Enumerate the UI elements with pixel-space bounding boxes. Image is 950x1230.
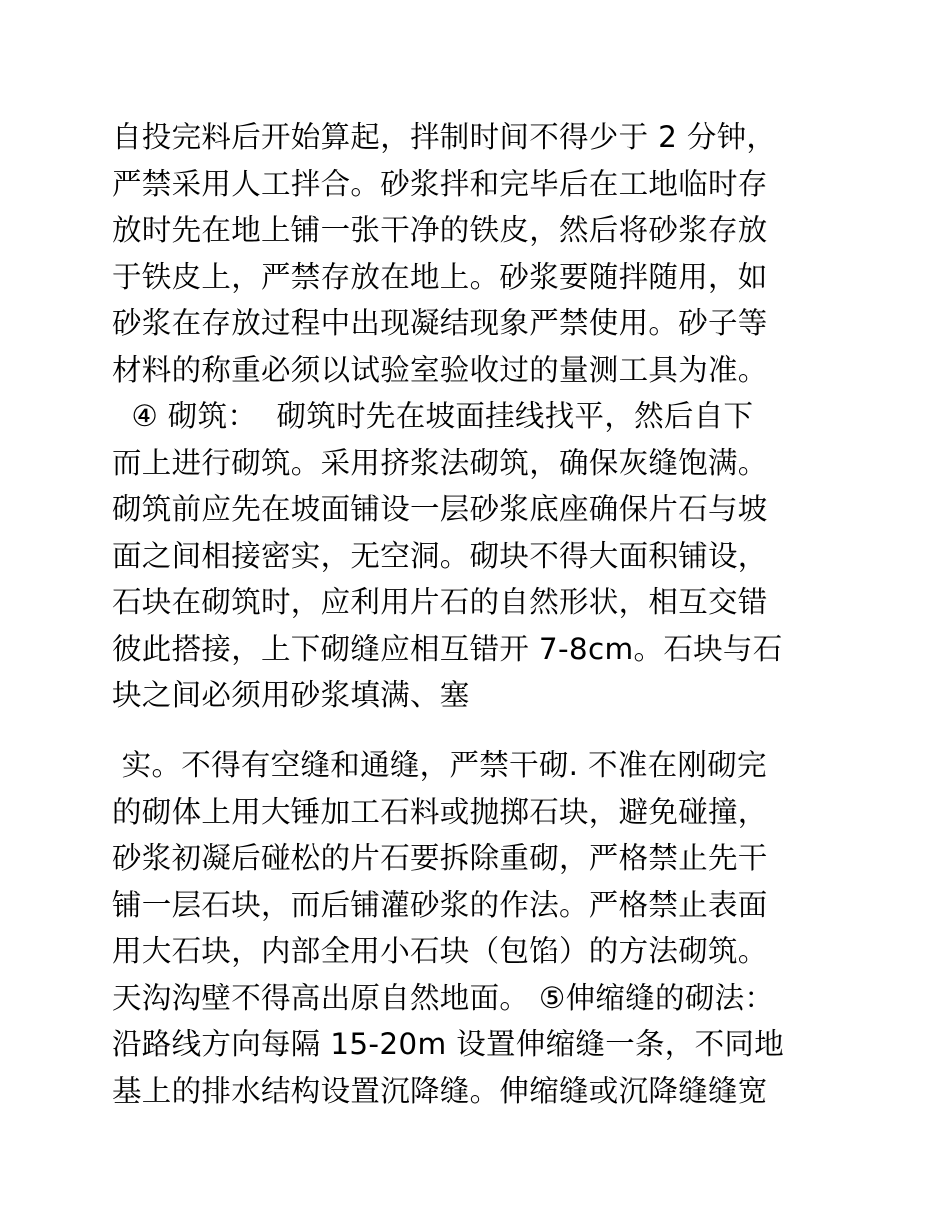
paragraph-line: 用大石块，内部全用小石块（包馅）的方法砌筑。	[112, 934, 768, 968]
paragraph-line: 石块在砌筑时，应利用片石的自然形状，相互交错	[112, 585, 768, 619]
paragraph-line: 材料的称重必须以试验室验收过的量测工具为准。	[112, 352, 768, 387]
paragraph-line: 实。不得有空缝和通缝，严禁干砌. 不准在刚砌完	[112, 748, 767, 782]
paragraph-line: 严禁采用人工拌合。砂浆拌和完毕后在工地临时存	[112, 166, 768, 201]
paragraph-line: 彼此搭接，上下砌缝应相互错开 7-8cm。石块与石	[112, 631, 783, 666]
paragraph-line: 砌筑前应先在坡面铺设一层砂浆底座确保片石与坡	[112, 492, 768, 526]
paragraph-1	[112, 114, 842, 719]
paragraph-line: 砂浆在存放过程中出现凝结现象严禁使用。砂子等	[112, 306, 768, 340]
paragraph-line: 面之间相接密实，无空洞。砌块不得大面积铺设，	[112, 538, 768, 573]
paragraph-line: 砂浆初凝后碰松的片石要拆除重砌，严格禁止先干	[112, 841, 768, 875]
paragraph-line: 铺一层石块，而后铺灌砂浆的作法。严格禁止表面	[112, 887, 768, 922]
paragraph-line: 的砌体上用大锤加工石料或抛掷石块，避免碰撞，	[112, 794, 768, 829]
paragraph-line: 而上进行砌筑。采用挤浆法砌筑，确保灰缝饱满。	[112, 445, 768, 480]
paragraph-line: 天沟沟壁不得高出原自然地面。 ⑤伸缩缝的砌法：	[112, 980, 775, 1015]
paragraph-line: 块之间必须用砂浆填满、塞	[112, 678, 470, 712]
paragraph-line: 放时先在地上铺一张干净的铁皮，然后将砂浆存放	[112, 213, 768, 247]
paragraph-line: 自投完料后开始算起，拌制时间不得少于 2 分钟，	[112, 120, 777, 154]
paragraph-2	[112, 742, 842, 1114]
paragraph-line: 基上的排水结构设置沉降缝。伸缩缝或沉降缝缝宽	[112, 1073, 768, 1108]
paragraph-line: 沿路线方向每隔 15-20m 设置伸缩缝一条，不同地	[112, 1027, 785, 1061]
paragraph-line: 于铁皮上，严禁存放在地上。砂浆要随拌随用，如	[112, 259, 768, 294]
paragraph-line: ④ 砌筑： 砌筑时先在坡面挂线找平，然后自下	[112, 399, 754, 433]
